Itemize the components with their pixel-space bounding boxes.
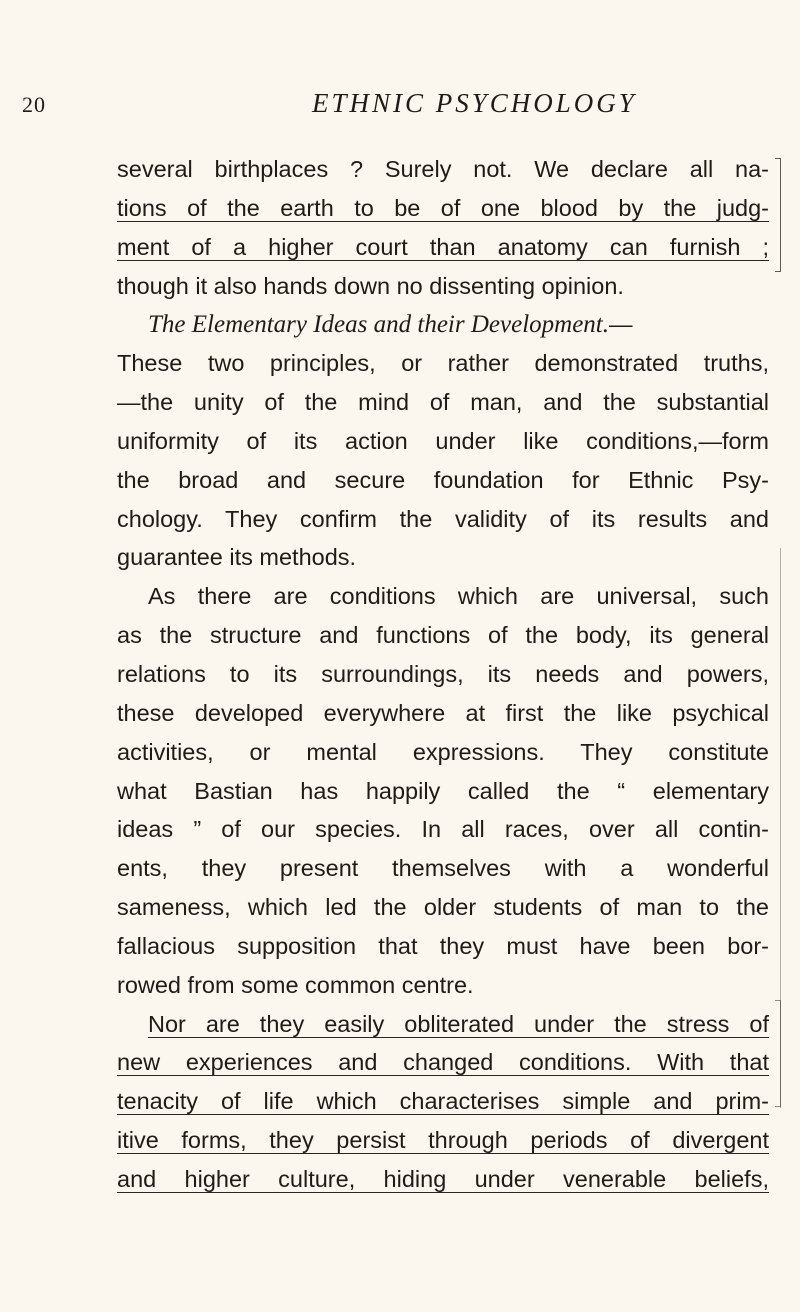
section-heading: [117, 305, 769, 344]
text-line: and higher culture, hiding under venerable beliefs,: [117, 1165, 769, 1192]
section-heading-title: The Elementary Ideas and their Development.: [148, 311, 609, 339]
text-line: —the unity of the mind of man, and the substantial: [117, 389, 769, 416]
body-text: [117, 150, 769, 1199]
margin-mark-bracket: [775, 158, 781, 272]
text-line: though it also hands down no dissenting opinion.: [117, 272, 624, 299]
text-line: uniformity of its action under like conditions,—form: [117, 427, 769, 454]
running-title: ETHNIC PSYCHOLOGY: [312, 88, 637, 118]
text-line: chology. They confirm the validity of its results and: [117, 505, 769, 532]
text-line: several birthplaces ? Surely not. We declare all na-: [117, 156, 769, 182]
text-line: what Bastian has happily called the “ elementary: [117, 777, 769, 804]
text-line: As there are conditions which are universal, such: [148, 583, 769, 610]
text-line: new experiences and changed conditions. With that: [117, 1049, 769, 1076]
text-line: relations to its surroundings, its needs and powers,: [117, 660, 769, 687]
text-line: sameness, which led the older students of man to the: [117, 894, 769, 921]
text-line: tions of the earth to be of one blood by the judg-: [117, 194, 769, 221]
text-line: ents, they present themselves with a wonderful: [117, 855, 769, 882]
margin-mark-bracket: [775, 1000, 781, 1107]
text-line: ideas ” of our species. In all races, over all contin-: [117, 816, 769, 843]
page-header: [0, 88, 800, 128]
section-heading-dash: —: [609, 311, 633, 338]
text-line: tenacity of life which characterises simple and prim-: [117, 1088, 769, 1115]
text-line: itive forms, they persist through periods of divergent: [117, 1127, 769, 1154]
text-line: these developed everywhere at first the like psychical: [117, 699, 769, 726]
text-line: fallacious supposition that they must have been bor-: [117, 932, 769, 959]
page-number: 20: [22, 92, 46, 117]
text-line: the broad and secure foundation for Ethnic Psy-: [117, 466, 769, 493]
text-line: as the structure and functions of the body, its general: [117, 622, 769, 649]
text-line: ment of a higher court than anatomy can furnish ;: [117, 233, 769, 260]
text-line: rowed from some common centre.: [117, 971, 474, 998]
text-line: These two principles, or rather demonstrated truths,: [117, 350, 769, 377]
text-line: Nor are they easily obliterated under the stress of: [148, 1010, 769, 1037]
text-line: guarantee its methods.: [117, 544, 357, 571]
text-line: activities, or mental expressions. They constitute: [117, 738, 769, 765]
